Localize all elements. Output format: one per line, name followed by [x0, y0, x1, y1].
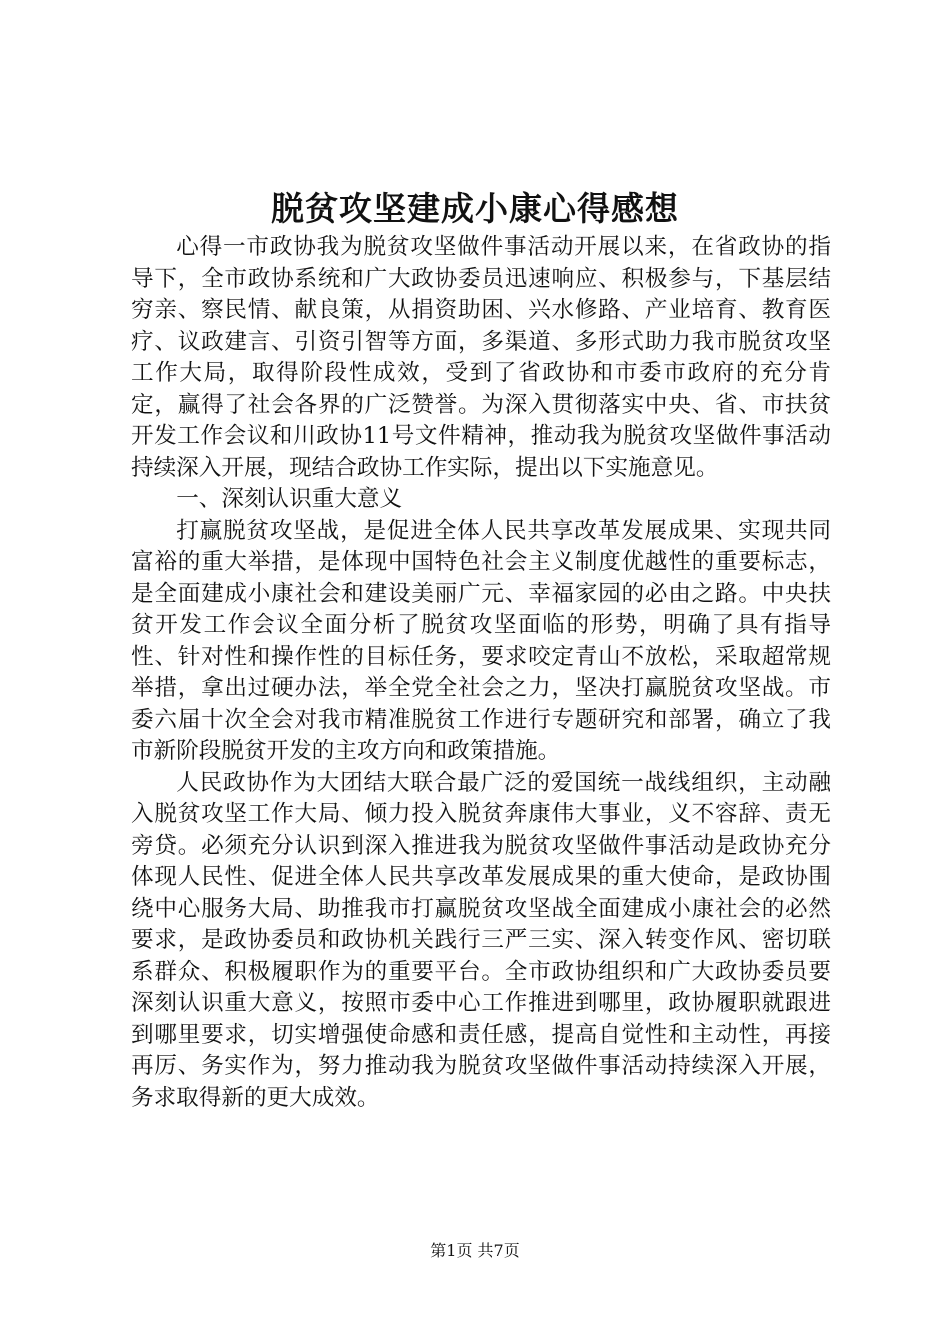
paragraph-cppcc-role: 人民政协作为大团结大联合最广泛的爱国统一战线组织，主动融入脱贫攻坚工作大局、倾力投入脱贫奔康伟大事业，义不容辞、责无旁贷。必须充分认识到深入推进我为脱贫攻坚做件事活动是政协充分体现人民性、促进全体人民共享改革发展成果的重大使命，是政协围绕中心服务大局、助推我市打赢脱贫攻坚战全面建成小康社会的必然要求，是政协委员和政协机关践行三严三实、深入转变作风、密切联系群众、积极履职作为的重要平台。全市政协组织和广大政协委员要深刻认识重大意义，按照市委中心工作推进到哪里，政协履职就跟进到哪里要求，切实增强使命感和责任感，提高自觉性和主动性，再接再厉、务实作为，努力推动我为脱贫攻坚做件事活动持续深入开展，务求取得新的更大成效。	[131, 769, 831, 1111]
paragraph-intro: 心得一市政协我为脱贫攻坚做件事活动开展以来，在省政协的指导下，全市政协系统和广大政协委员迅速响应、积极参与，下基层结穷亲、察民情、献良策，从捐资助困、兴水修路、产业培育、教育医疗、议政建言、引资引智等方面，多渠道、多形式助力我市脱贫攻坚工作大局，取得阶段性成效，受到了省政协和市委市政府的充分肯定，赢得了社会各界的广泛赞誉。为深入贯彻落实中央、省、市扶贫开发工作会议和川政协11号文件精神，推动我为脱贫攻坚做件事活动持续深入开展，现结合政协工作实际，提出以下实施意见。	[131, 234, 831, 481]
document-body	[131, 232, 831, 1114]
paragraph-significance: 打赢脱贫攻坚战，是促进全体人民共享改革发展成果、实现共同富裕的重大举措，是体现中国特色社会主义制度优越性的重要标志，是全面建成小康社会和建设美丽广元、幸福家园的必由之路。中央扶贫开发工作会议全面分析了脱贫攻坚面临的形势，明确了具有指导性、针对性和操作性的目标任务，要求咬定青山不放松，采取超常规举措，拿出过硬办法，举全党全社会之力，坚决打赢脱贫攻坚战。市委六届十次全会对我市精准脱贫工作进行专题研究和部署，确立了我市新阶段脱贫开发的主攻方向和政策措施。	[131, 517, 831, 764]
document-title: 脱贫攻坚建成小康心得感想	[271, 189, 679, 228]
section-heading-1: 一、深刻认识重大意义	[176, 486, 403, 512]
page-footer: 第1页 共7页	[430, 1241, 520, 1260]
